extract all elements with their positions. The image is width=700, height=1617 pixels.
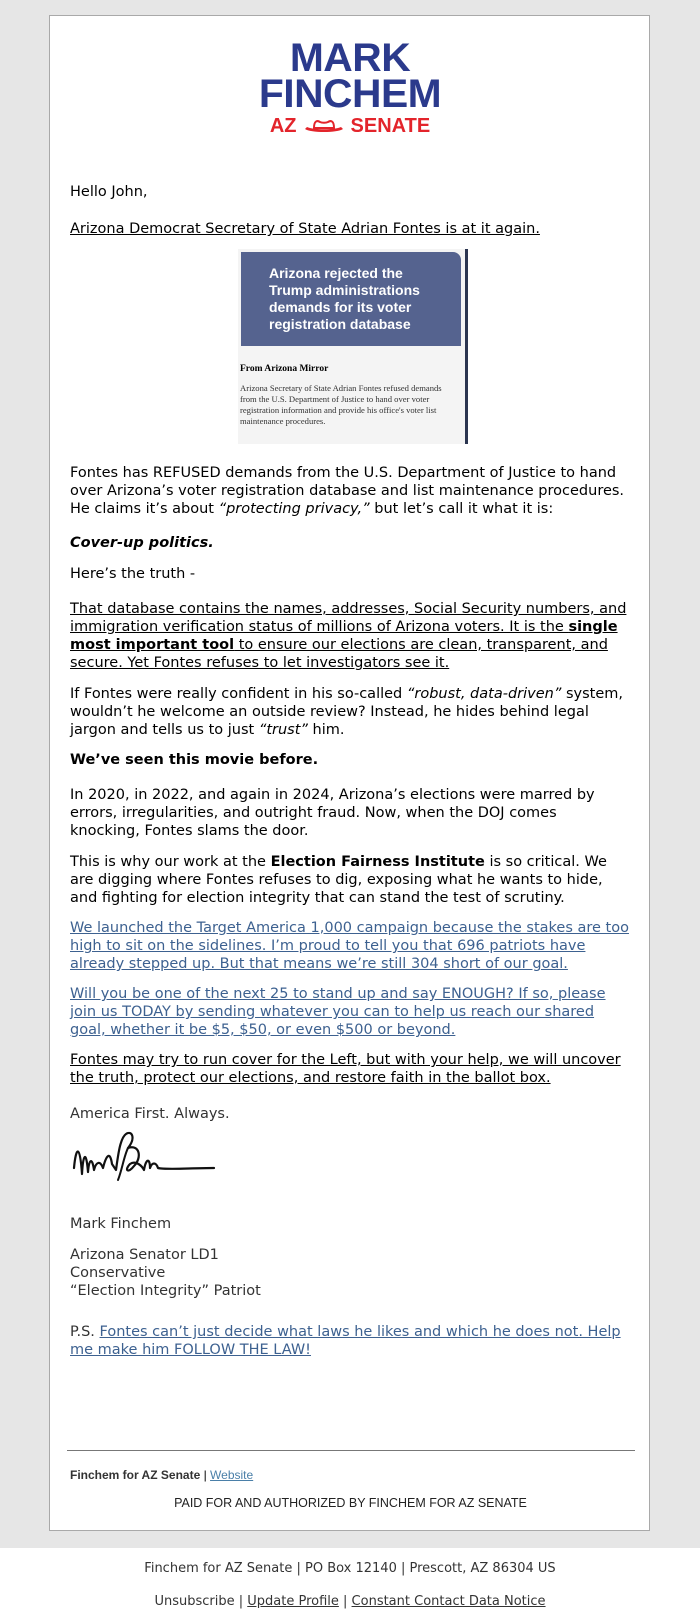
footer-links: Unsubscribe | Update Profile | Constant Contact Data Notice [154, 1594, 546, 1609]
email-card [49, 15, 650, 1531]
logo-line-3 [70, 115, 630, 137]
unsubscribe-link[interactable]: Unsubscribe [154, 1594, 235, 1609]
footer-org-line [70, 1468, 253, 1482]
signer-title-2: Conservative [70, 1265, 166, 1281]
donate-link[interactable]: Will you be one of the next 25 to stand up and say ENOUGH? If so, please join us TODAY by sending whatever you can to help us reach our shared goal, whether it be $5, $50, or even $500 or beyond. [70, 986, 606, 1038]
intro-link[interactable]: Arizona Democrat Secretary of State Adrian Fontes is at it again. [70, 221, 540, 237]
text: but let’s call it what it is: [369, 501, 554, 517]
article-image[interactable] [238, 249, 468, 444]
text-bold: Election Fairness Institute [270, 854, 485, 870]
text-italic: “trust” [258, 722, 308, 738]
campaign-link[interactable]: We launched the Target America 1,000 campaign because the stakes are too high to sit on the sidelines. I’m proud to tell you that 696 patriots have already stepped up. But that means we’re still 304 short of our goal. [70, 920, 629, 972]
paid-for-notice: PAID FOR AND AUTHORIZED BY FINCHEM FOR AZ SENATE [174, 1496, 527, 1510]
text: If Fontes were really confident in his so-called [70, 686, 407, 702]
text: is so critical. We are digging where Fontes refuses to dig, exposing what he wants to hide, and fighting for election integrity that can stand the test of scrutiny. [70, 854, 607, 906]
campaign-logo [70, 36, 630, 137]
paragraph-confident [70, 685, 630, 739]
greeting: Hello John, [70, 184, 148, 200]
text: system, wouldn’t he welcome an outside review? Instead, he hides behind legal jargon and tells us to just [70, 686, 623, 738]
paragraph-elections: In 2020, in 2022, and again in 2024, Arizona’s elections were marred by errors, irregularities, and outright fraud. Now, when the DOJ comes knocking, Fontes slams the door. [70, 787, 595, 839]
closing-line: America First. Always. [70, 1106, 230, 1122]
data-notice-link[interactable]: Constant Contact Data Notice [351, 1594, 546, 1609]
article-source: From Arizona Mirror [240, 364, 329, 374]
text: Fontes has REFUSED demands from the U.S. Department of Justice to hand over Arizona’s voter registration database and list maintenance procedures. He claims it’s about [70, 465, 625, 517]
text-bold: single most important tool [70, 619, 618, 653]
cowboy-hat-icon [303, 118, 345, 134]
article-summary: Arizona Secretary of State Adrian Fontes refused demands from the U.S. Department of Justice to hand over voter registration information and provide his office's voter list maintenance procedures. [240, 383, 442, 426]
signature-image [70, 1126, 220, 1188]
signer-title-3: “Election Integrity” Patriot [70, 1283, 261, 1299]
article-headline: Arizona rejected the Trump administrations demands for its voter registration database [269, 265, 420, 332]
ps-link[interactable]: Fontes can’t just decide what laws he likes and which he does not. Help me make him FOLLOW THE LAW! [70, 1324, 621, 1358]
logo-senate: SENATE [350, 115, 431, 137]
text: to ensure our elections are clean, transparent, and secure. Yet Fontes refuses to let investigators see it. [70, 637, 608, 671]
logo-line-2: FINCHEM [258, 72, 442, 116]
text: him. [307, 722, 345, 738]
movie-heading: We’ve seen this movie before. [70, 752, 319, 768]
ps-prefix: P.S. [70, 1324, 100, 1340]
cover-up-heading [70, 534, 630, 552]
logo-az: AZ [269, 115, 297, 137]
ps-paragraph [70, 1323, 630, 1359]
text: That database contains the names, addresses, Social Security numbers, and immigration verification status of millions of Arizona voters. It is the [70, 601, 627, 635]
paragraph-refused [70, 464, 630, 518]
text: This is why our work at the [70, 854, 271, 870]
logo-line-1: MARK [289, 36, 411, 80]
article-edge [465, 249, 468, 444]
footer-address: Finchem for AZ Senate | PO Box 12140 | Prescott, AZ 86304 US [144, 1561, 556, 1576]
website-link[interactable]: Website [210, 1468, 254, 1482]
footer-divider [67, 1450, 635, 1451]
paragraph-database-link[interactable] [70, 600, 630, 672]
signer-name: Mark Finchem [70, 1216, 172, 1232]
truth-line: Here’s the truth - [70, 566, 196, 582]
signer-title-1: Arizona Senator LD1 [70, 1247, 219, 1263]
paragraph-institute [70, 853, 630, 907]
paragraph-uncover-link[interactable]: Fontes may try to run cover for the Left, but with your help, we will uncover the truth, protect our elections, and restore faith in the ballot box. [70, 1052, 621, 1086]
footer-org: Finchem for AZ Senate [70, 1468, 201, 1482]
text-italic: “robust, data-driven” [406, 686, 562, 702]
text-italic: “protecting privacy,” [218, 501, 370, 517]
update-profile-link[interactable]: Update Profile [247, 1594, 339, 1609]
article-banner [241, 252, 461, 346]
text-bold-italic: Cover-up politics. [70, 535, 214, 551]
footer-separator: | [200, 1468, 211, 1482]
